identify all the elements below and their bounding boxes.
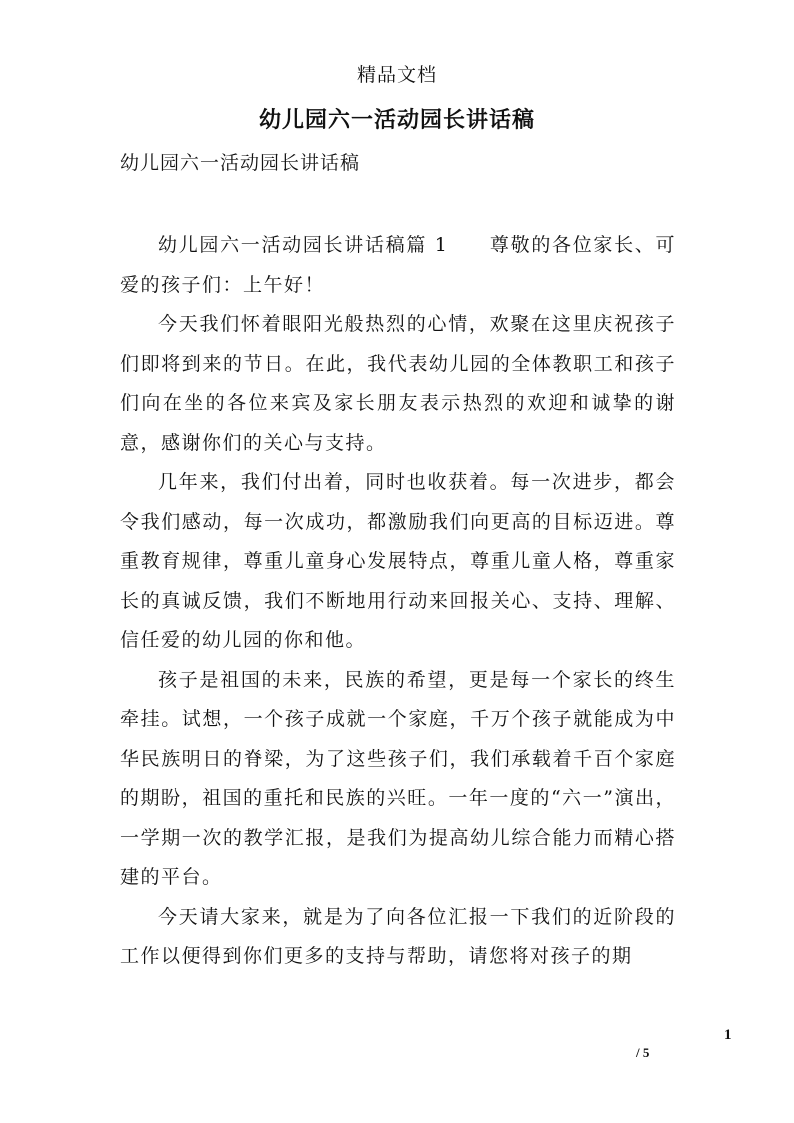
document-header-label: 精品文档 [356, 64, 437, 86]
document-body [120, 226, 676, 977]
paragraph: 今天请大家来，就是为了向各位汇报一下我们的近阶段的工作以便得到你们更多的支持与帮助，请您将对孩子的期 [120, 905, 676, 967]
paragraph: 幼儿园六一活动园长讲话稿篇 1 尊敬的各位家长、可爱的孩子们：上午好！ [120, 234, 676, 296]
paragraph: 几年来，我们付出着，同时也收获着。每一次进步，都会令我们感动，每一次成功，都激励我们向更高的目标迈进。尊重教育规律，尊重儿童身心发展特点，尊重儿童人格，尊重家长的真诚反馈，我们不断地用行动来回报关心、支持、理解、信任爱的幼儿园的你和他。 [120, 471, 676, 651]
page-number: 1 [724, 1027, 732, 1043]
paragraph: 今天我们怀着眼阳光般热烈的心情，欢聚在这里庆祝孩子们即将到来的节日。在此，我代表幼儿园的全体教职工和孩子们向在坐的各位来宾及家长朋友表示热烈的欢迎和诚挚的谢意，感谢你们的关心与支持。 [120, 313, 676, 454]
page-total: / 5 [636, 1045, 650, 1060]
document-title: 幼儿园六一活动园长讲话稿 [258, 107, 535, 133]
document-subtitle: 幼儿园六一活动园长讲话稿 [120, 152, 361, 174]
paragraph: 孩子是祖国的未来，民族的希望，更是每一个家长的终生牵挂。试想，一个孩子成就一个家庭，千万个孩子就能成为中华民族明日的脊梁，为了这些孩子们，我们承载着千百个家庭的期盼，祖国的重托和民族的兴旺。一年一度的“六一”演出，一学期一次的教学汇报，是我们为提高幼儿综合能力而精心搭建的平台。 [120, 668, 676, 888]
